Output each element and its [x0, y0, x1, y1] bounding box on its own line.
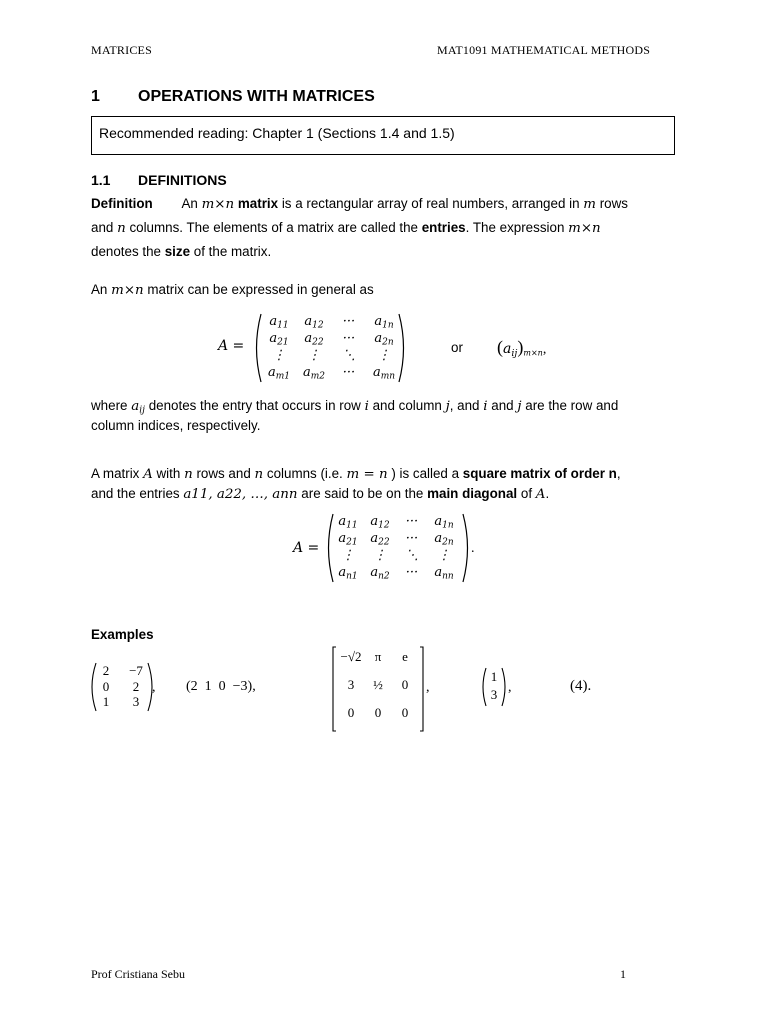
- examples-heading: Examples: [91, 627, 154, 642]
- matrix-entry: $a_{n2}$: [370, 565, 390, 582]
- matrix-entry: $a_{12}$: [370, 514, 390, 531]
- matrix-entry: ½: [373, 677, 383, 692]
- definition-term-matrix: matrix: [237, 196, 279, 211]
- definition-label: Definition: [91, 196, 153, 211]
- matrix-entry: $a_{11}$: [338, 514, 358, 531]
- square-text: with: [156, 466, 181, 481]
- math-a: a: [131, 399, 140, 414]
- square-text: rows and: [196, 466, 251, 481]
- square-text: ,: [616, 466, 621, 481]
- math-n: n: [117, 221, 126, 236]
- matrix-entry: ···: [405, 565, 419, 580]
- square-matrix: [324, 512, 472, 584]
- general-text: matrix can be expressed in general as: [147, 282, 374, 297]
- matrix-entry: $a_{12}$: [304, 314, 324, 331]
- matrix-entry: ⋮: [377, 348, 391, 363]
- matrix-entry: $a_{m2}$: [302, 365, 326, 382]
- matrix-entry: ⋮: [272, 348, 286, 363]
- section-title: OPERATIONS WITH MATRICES: [138, 88, 375, 105]
- general-text: An: [91, 282, 108, 297]
- square-text: are said to be on the: [301, 486, 424, 501]
- math-i: i: [364, 399, 369, 414]
- definition-text: of the matrix.: [193, 244, 272, 259]
- aij-subscript: ij: [511, 347, 518, 359]
- where-text: and: [491, 398, 514, 413]
- definition-text: and: [91, 220, 114, 235]
- matrix-entry: ···: [405, 531, 419, 546]
- matrix-entry: ⋱: [405, 548, 419, 563]
- math-A: A: [143, 467, 153, 482]
- matrix-entry: $a_{1n}$: [374, 314, 394, 331]
- definition-text: An: [181, 196, 198, 211]
- matrix-entry: −7: [129, 663, 143, 678]
- square-line-2: [91, 482, 681, 507]
- aij-notation: $(a_{ij})_{m\times n}$,: [497, 337, 547, 359]
- matrix-entry: 0: [374, 705, 382, 720]
- punctuation: .: [471, 541, 475, 556]
- where-text: , and: [449, 398, 480, 413]
- matrix-entry: $a_{mn}$: [372, 365, 396, 382]
- definition-text: rows: [599, 196, 628, 211]
- example-matrix-1: [88, 662, 156, 712]
- matrix-entry: ···: [342, 365, 356, 380]
- subsection-title: DEFINITIONS: [138, 172, 227, 188]
- matrix-entry: 3: [347, 677, 355, 692]
- punctuation: ,: [152, 680, 156, 695]
- definition-term-entries: entries: [421, 220, 466, 235]
- matrix-entry: 0: [102, 678, 110, 694]
- or-text: or: [451, 340, 463, 355]
- matrix-entry: 0: [401, 705, 409, 720]
- general-form-intro: [91, 278, 374, 303]
- matrix-entry: 3: [490, 687, 498, 702]
- matrix-entry: $a_{2n}$: [434, 531, 454, 548]
- page-number: 1: [620, 967, 626, 981]
- definition-line-1: [91, 192, 677, 217]
- matrix-entry: ⋮: [437, 548, 451, 563]
- example-row-vector: (2 1 0 −3),: [186, 679, 256, 694]
- matrix-entry: e: [402, 649, 408, 664]
- math-mxn: m×n: [568, 221, 601, 236]
- math-j: j: [517, 399, 522, 414]
- punctuation: ,: [542, 342, 547, 357]
- definition-line-3: [91, 240, 677, 264]
- matrix-entry: $a_{2n}$: [374, 331, 394, 348]
- running-header-right: MAT1091 MATHEMATICAL METHODS: [437, 43, 651, 57]
- square-text: .: [545, 486, 550, 501]
- matrix-entry: ···: [342, 314, 356, 329]
- matrix-entry: ···: [405, 514, 419, 529]
- where-line-2: column indices, respectively.: [91, 418, 261, 433]
- matrix-entry: $a_{22}$: [304, 331, 324, 348]
- term-square-matrix: square matrix of order n: [462, 466, 617, 481]
- math-i: i: [483, 399, 488, 414]
- matrix-entry: $a_{21}$: [269, 331, 289, 348]
- matrix-entry: ⋮: [341, 548, 355, 563]
- matrix-entry: $a_{n1}$: [338, 565, 358, 582]
- matrix-entry: $a_{m1}$: [267, 365, 291, 382]
- math-mxn: m×n: [201, 197, 235, 212]
- definition-line-2: [91, 216, 677, 241]
- example-column-vector: [480, 667, 508, 707]
- example-matrix-3: [332, 646, 424, 732]
- square-text: A matrix: [91, 466, 140, 481]
- math-m: m: [583, 197, 596, 212]
- square-text: columns (i.e.: [266, 466, 343, 481]
- running-header-left: MATRICES: [91, 43, 152, 57]
- term-main-diagonal: main diagonal: [427, 486, 518, 501]
- matrix-entry: 2: [132, 678, 140, 694]
- math-m-equals-n: m = n: [346, 467, 388, 482]
- matrix-entry: 0: [401, 677, 409, 692]
- punctuation: ,: [508, 680, 512, 695]
- matrix-entry: ⋮: [307, 348, 321, 363]
- matrix-entry: 0: [347, 705, 355, 720]
- definition-term-size: size: [164, 244, 191, 259]
- matrix-entry: $a_{11}$: [269, 314, 289, 331]
- matrix-entry: 1: [490, 669, 498, 684]
- reading-box-text: Recommended reading: Chapter 1 (Sections 1.4 and 1.5): [99, 125, 455, 141]
- definition-text: . The expression: [465, 220, 565, 235]
- matrix-entry: ···: [342, 331, 356, 346]
- math-A: A: [535, 487, 546, 502]
- definition-text: columns. The elements of a matrix are called the: [129, 220, 418, 235]
- math-j: j: [445, 399, 450, 414]
- matrix-entry: −√2: [340, 649, 362, 664]
- matrix-entry: π: [374, 649, 382, 664]
- where-text: denotes the entry that occurs in row: [148, 398, 361, 413]
- definition-text: is a rectangular array of real numbers, arranged in: [281, 196, 580, 211]
- math-n: n: [184, 467, 193, 482]
- where-text: and column: [372, 398, 442, 413]
- square-text: ) is called a: [391, 466, 460, 481]
- matrix-entry: ⋱: [342, 348, 356, 363]
- example-scalar-matrix: (4).: [570, 678, 592, 694]
- general-matrix-label: A =: [218, 338, 245, 354]
- matrix-entry: 2: [102, 663, 110, 678]
- general-matrix: [252, 312, 408, 384]
- punctuation: ,: [426, 680, 430, 695]
- subsection-number: 1.1: [91, 172, 111, 188]
- math-diagonal-entries: a11, a22, …, ann: [183, 487, 298, 502]
- matrix-entry: 3: [132, 694, 140, 709]
- math-n: n: [254, 467, 264, 482]
- definition-text: denotes the: [91, 244, 161, 259]
- section-number: 1: [91, 88, 100, 105]
- mxn-subscript: m×n: [523, 348, 543, 358]
- matrix-entry: ⋮: [373, 548, 387, 563]
- where-text: are the row and: [525, 398, 619, 413]
- matrix-entry: $a_{nn}$: [434, 565, 454, 582]
- reading-box: [91, 116, 675, 155]
- matrix-entry: $a_{1n}$: [434, 514, 454, 531]
- footer-author: Prof Cristiana Sebu: [91, 967, 185, 981]
- square-matrix-label: A =: [293, 540, 320, 556]
- where-text: where: [91, 398, 128, 413]
- aij-subscript: ij: [139, 405, 145, 416]
- matrix-entry: $a_{22}$: [370, 531, 390, 548]
- matrix-entry: $a_{21}$: [338, 531, 358, 548]
- square-text: of: [520, 486, 533, 501]
- matrix-entry: 1: [102, 694, 110, 709]
- math-mxn: m×n: [111, 283, 144, 298]
- square-text: and the entries: [91, 486, 180, 501]
